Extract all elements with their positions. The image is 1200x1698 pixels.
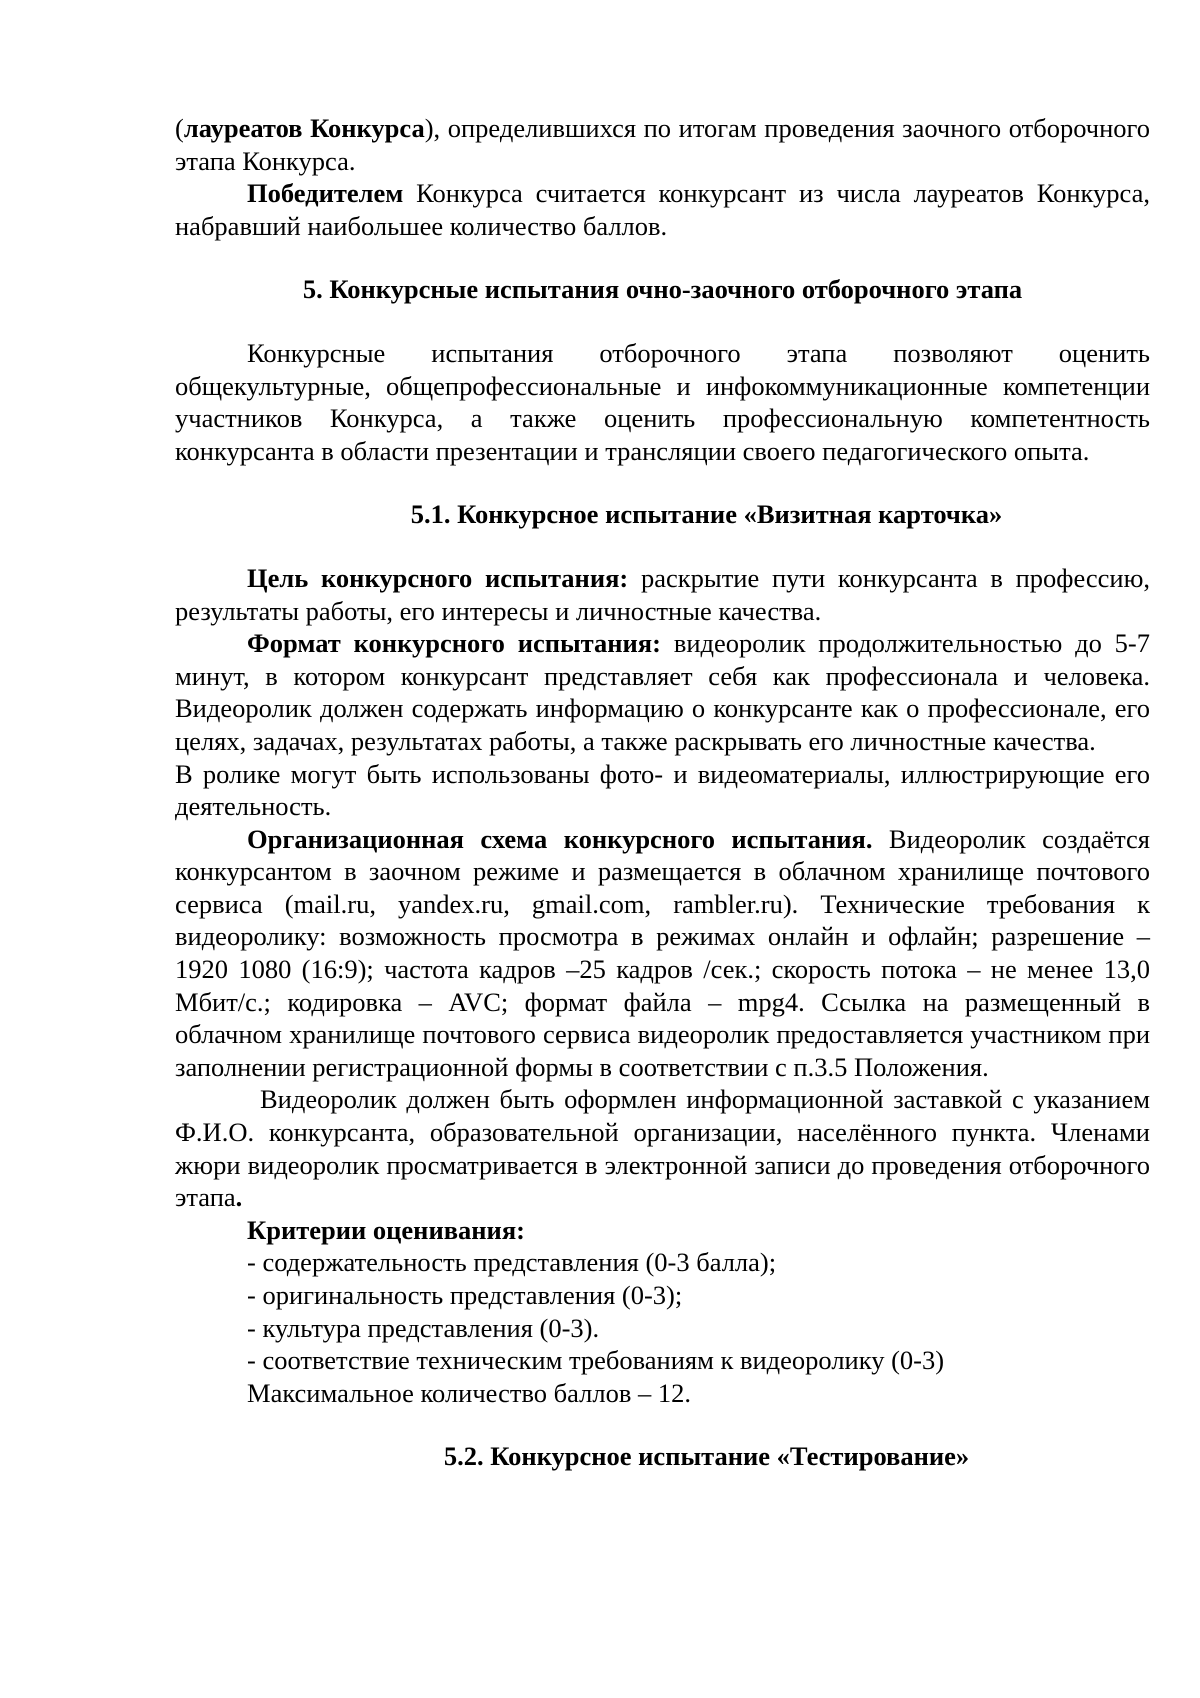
document-page xyxy=(175,112,1150,1473)
goal-label: Цель конкурсного испытания: xyxy=(247,562,629,593)
winner-text: Конкурса считается конкурсант из числа лауреатов Конкурса, набравший наибольшее количество баллов. xyxy=(175,178,1150,241)
section-5-2-heading: 5.2. Конкурсное испытание «Тестирование» xyxy=(443,1441,970,1472)
criteria-item: - культура представления (0-3). xyxy=(247,1312,600,1343)
video-note-paragraph: В ролике могут быть использованы фото- и видеоматериалы, иллюстрирующие его деятельность. xyxy=(175,758,1150,822)
video-design-paragraph xyxy=(175,1083,1150,1213)
criteria-heading: Критерии оценивания: xyxy=(247,1214,525,1245)
laureates-text: ), определившихся по итогам проведения заочного отборочного этапа Конкурса. xyxy=(175,113,1150,176)
criteria-item: - оригинальность представления (0-3); xyxy=(247,1280,683,1310)
criteria-item: - содержательность представления (0-3 балла); xyxy=(247,1247,777,1278)
max-score: Максимальное количество баллов – 12. xyxy=(247,1377,691,1408)
section-5-1-heading: 5.1. Конкурсное испытание «Визитная карточка» xyxy=(410,499,1003,530)
format-paragraph xyxy=(175,627,1150,757)
format-text: видеоролик продолжительностью до 5-7 минут, в котором конкурсант представляет себя как профессионала и человека. Видеоролик должен содержать информацию о конкурсанте как о профессионале, его целях, задачах, результатах работы, а также раскрывать его личностные качества. xyxy=(175,628,1150,756)
org-scheme-text: Видеоролик создаётся конкурсантом в заочном режиме и размещается в облачном хранилище почтового сервиса (mail.ru, yandex.ru, gmail.com, rambler.ru). Технические требования к видеоролику: возможность просмотра в режимах онлайн и офлайн; разрешение – 1920 1080 (16:9); частота кадров –25 кадров /сек.; скорость потока – не менее 13,0 Мбит/с.; кодировка – AVC; формат файла – mpg4. Ссылка на размещенный в облачном хранилище почтового сервиса видеоролик предоставляется участником при заполнении регистрационной формы в соответствии с п.3.5 Положения. xyxy=(175,823,1150,1082)
format-label: Формат конкурсного испытания: xyxy=(247,628,661,659)
org-scheme-label: Организационная схема конкурсного испытания. xyxy=(247,823,873,854)
criteria-item: - соответствие техническим требованиям к видеоролику (0-3) xyxy=(247,1345,945,1376)
laureates-paragraph xyxy=(175,112,1150,177)
laureates-bold: лауреатов Конкурса xyxy=(183,113,425,143)
goal-paragraph xyxy=(175,562,1150,627)
org-scheme-paragraph xyxy=(175,823,1150,1084)
video-design-text: Видеоролик должен быть оформлен информационной заставкой с указанием Ф.И.О. конкурсанта, образовательной организации, населённого пункта. Членами жюри видеоролик просматривается в электронной записи до проведения отборочного этапа xyxy=(175,1084,1150,1213)
video-design-end: . xyxy=(235,1182,243,1213)
winner-paragraph xyxy=(175,177,1150,242)
winner-bold: Победителем xyxy=(247,178,404,209)
open-paren: ( xyxy=(175,113,184,143)
goal-text: раскрытие пути конкурсанта в профессию, результаты работы, его интересы и личностные качества. xyxy=(175,562,1150,626)
section-5-text: Конкурсные испытания отборочного этапа позволяют оценить общекультурные, общепрофессиональные и инфокоммуникационные компетенции участников Конкурса, а также оценить профессиональную компетентность конкурсанта в области презентации и трансляции своего педагогического опыта. xyxy=(175,337,1150,466)
section-5-heading: 5. Конкурсные испытания очно-заочного отборочного этапа xyxy=(302,274,1023,305)
